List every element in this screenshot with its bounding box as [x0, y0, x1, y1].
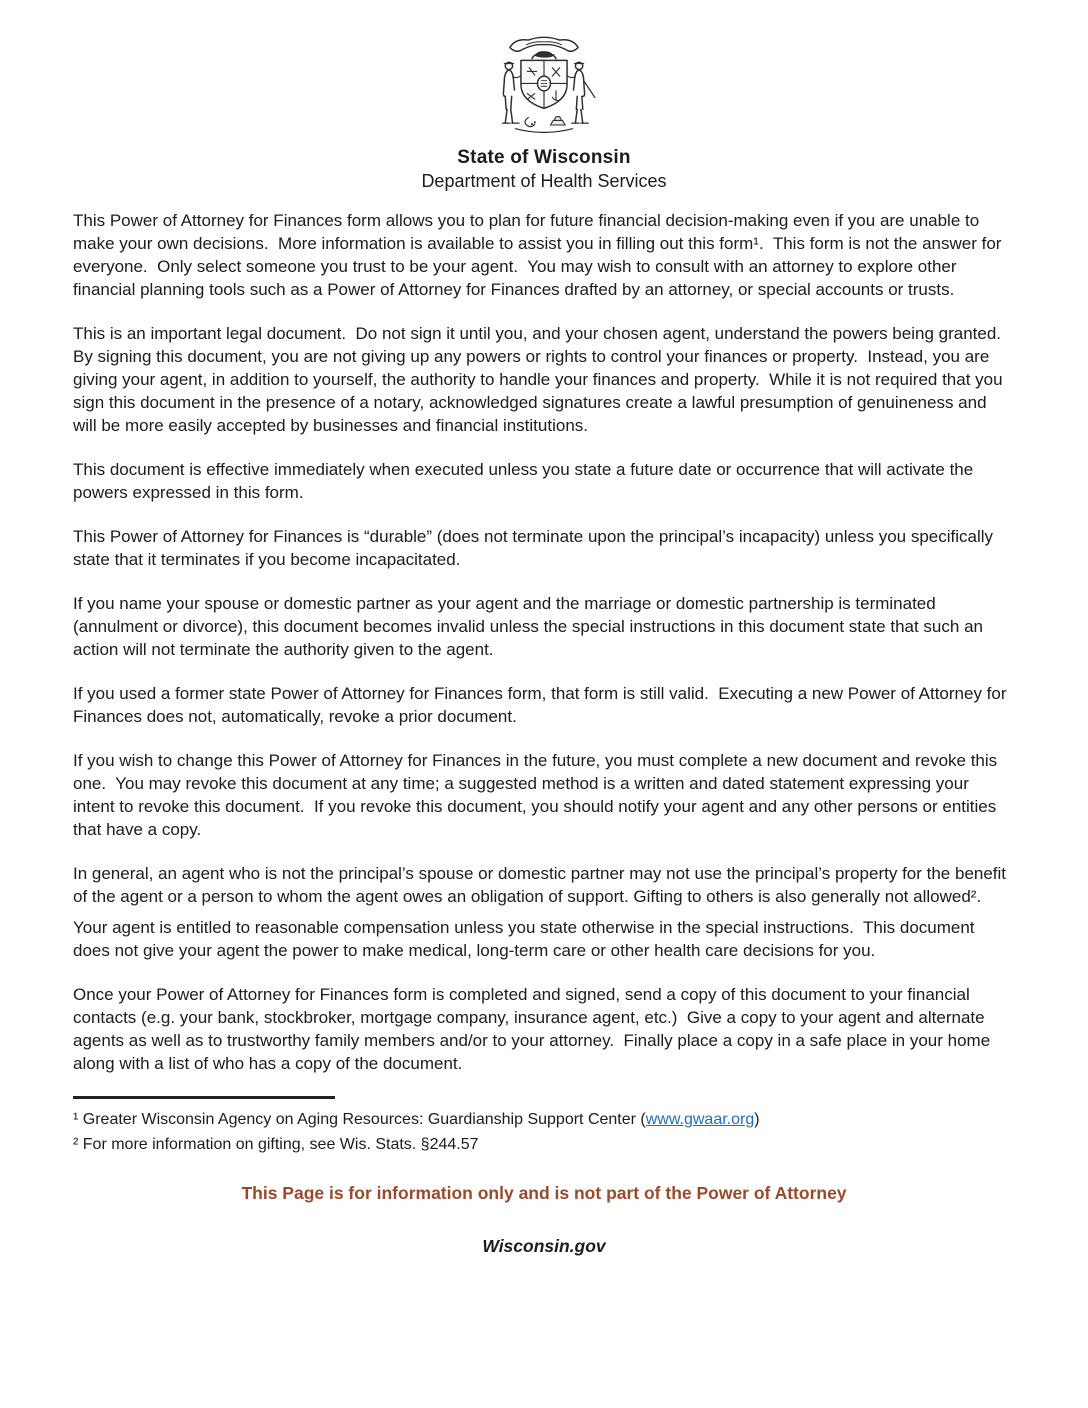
wisconsin-gov-footer: Wisconsin.gov — [482, 1236, 606, 1256]
body-paragraph: If you wish to change this Power of Attorney for Finances in the future, you must complete a new document and revoke this one. You may revoke this document at any time; a suggested method is a written and dated statement expressing your intent to revoke this document. If you revoke this document, you should notify your agent and any other persons or entities that have a copy. — [73, 751, 1002, 839]
wisconsin-coat-of-arms-seal — [484, 32, 604, 146]
body-paragraph: In general, an agent who is not the principal’s spouse or domestic partner may not use the principal’s property for the benefit of the agent or a person to whom the agent owes an obligation of support. Gifting to others is also generally not allowed². — [73, 864, 1011, 906]
footnote-1 — [73, 1107, 1014, 1132]
body-paragraph: Your agent is entitled to reasonable compensation unless you state otherwise in the special instructions. This document does not give your agent the power to make medical, long-term care or other health care decisions for you. — [73, 918, 980, 960]
gwaar-link[interactable]: www.gwaar.org — [645, 1111, 755, 1128]
footnote-1-text: ¹ Greater Wisconsin Agency on Aging Resources: Guardianship Support Center ( — [73, 1111, 646, 1128]
footnote-1-suffix: ) — [754, 1111, 760, 1128]
information-only-notice: This Page is for information only and is not part of the Power of Attorney — [241, 1183, 847, 1203]
body-paragraph: This is an important legal document. Do not sign it until you, and your chosen agent, understand the powers being granted. By signing this document, you are not giving up any powers or rights to control your finances or property. Instead, you are giving your agent, in addition to yourself, the authority to handle your finances and property. While it is not required that you sign this document in the presence of a notary, acknowledged signatures create a lawful presumption of genuineness and will be more easily accepted by businesses and financial institutions. — [73, 324, 1011, 435]
body-paragraph: Once your Power of Attorney for Finances form is completed and signed, send a copy of this document to your financial contacts (e.g. your bank, stockbroker, mortgage company, insurance agent, etc.) Give a copy to your agent and alternate agents as well as to trustworthy family members and/or to your attorney. Finally place a copy in a safe place in your home along with a list of who has a copy of the document. — [73, 985, 995, 1073]
document-header — [0, 0, 1088, 192]
body-paragraph: This document is effective immediately when executed unless you state a future date or occurrence that will activate the powers expressed in this form. — [73, 460, 978, 502]
footnote-divider — [73, 1096, 335, 1099]
page-title: State of Wisconsin — [457, 147, 631, 168]
body-paragraph: This Power of Attorney for Finances is “durable” (does not terminate upon the principal’s incapacity) unless you specifically state that it terminates if you become incapacitated. — [73, 527, 998, 569]
page-subtitle: Department of Health Services — [421, 171, 667, 191]
body-paragraph: If you used a former state Power of Attorney for Finances form, that form is still valid. Executing a new Power of Attorney for Finances does not, automatically, revoke a prior document. — [73, 684, 1012, 726]
body-paragraph: If you name your spouse or domestic partner as your agent and the marriage or domestic partnership is terminated (annulment or divorce), this document becomes invalid unless the special instructions in this document state that such an action will not terminate the authority given to the agent. — [73, 594, 988, 659]
footnotes-section — [0, 1107, 1088, 1157]
document-body — [0, 192, 1088, 1075]
body-paragraph: This Power of Attorney for Finances form allows you to plan for future financial decision-making even if you are unable to make your own decisions. More information is available to assist you in filling out this form¹. This form is not the answer for everyone. Only select someone you trust to be your agent. You may wish to consult with an attorney to explore other financial planning tools such as a Power of Attorney for Finances drafted by an attorney, or special accounts or trusts. — [73, 211, 1007, 299]
footnote-2: ² For more information on gifting, see Wis. Stats. §244.57 — [73, 1136, 479, 1153]
